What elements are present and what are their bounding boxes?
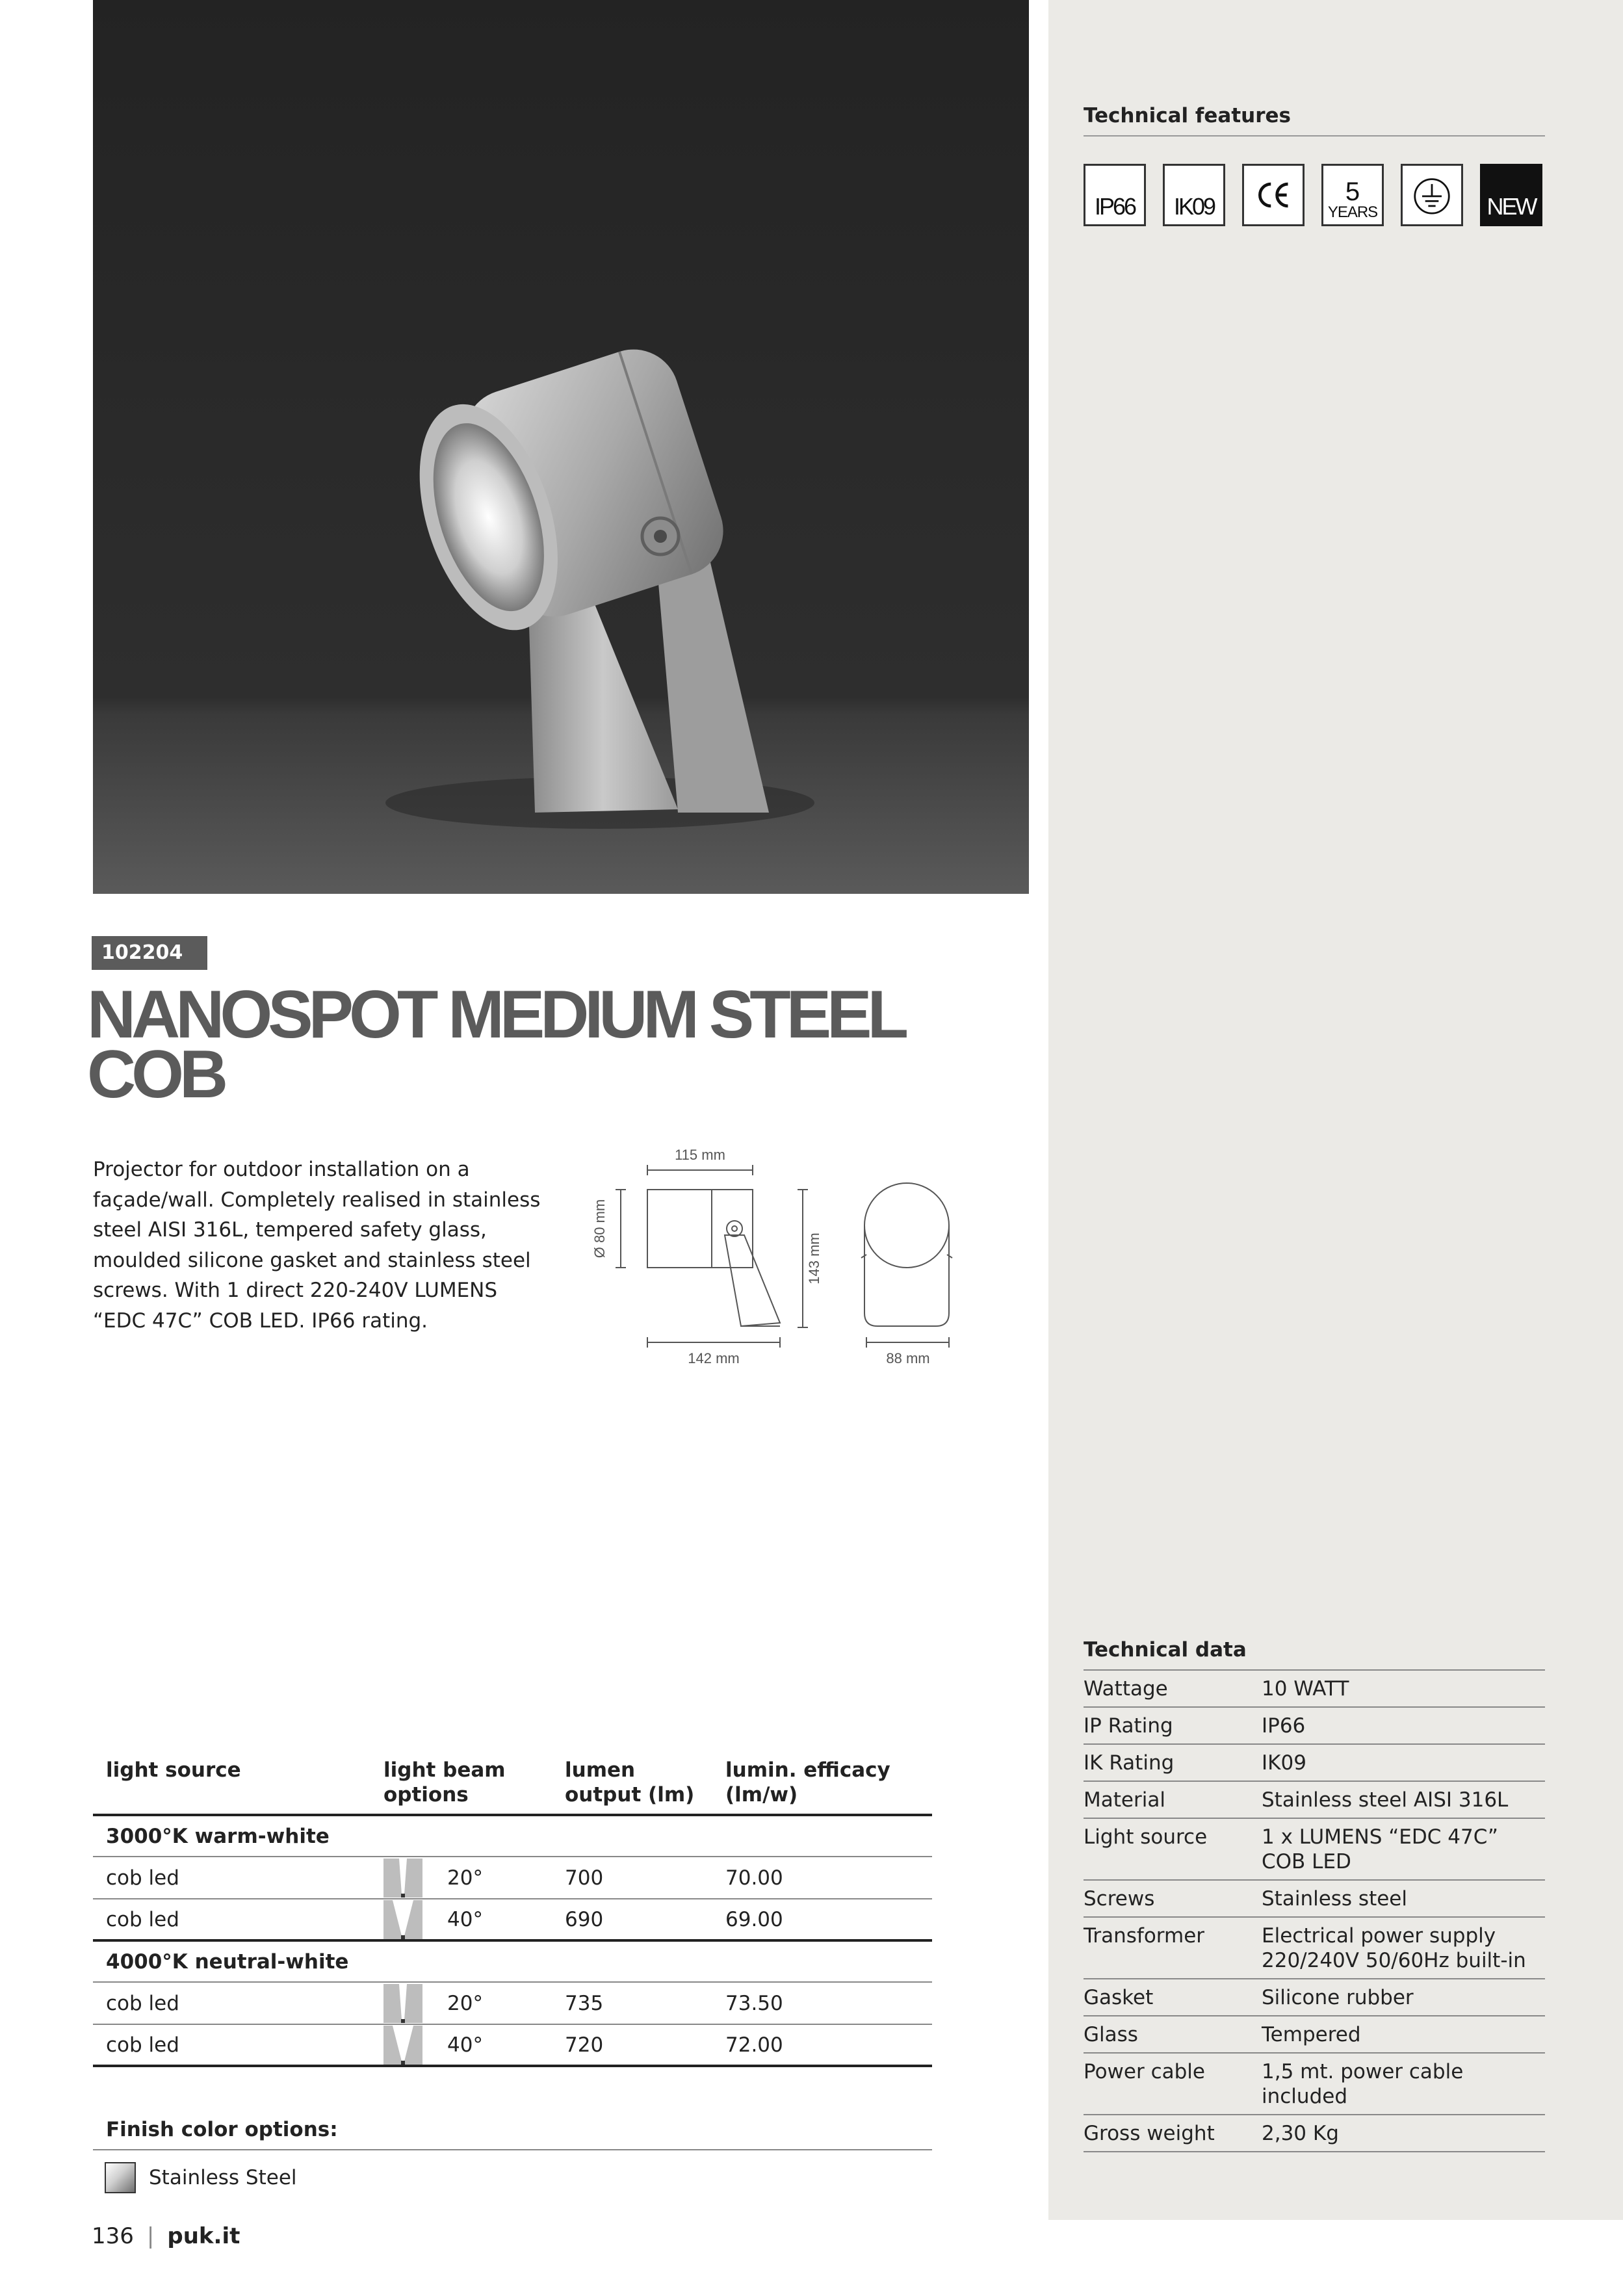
table-row: cob led 20° 700 70.00 [93,1857,932,1899]
table-row: IP Rating IP66 [1084,1708,1545,1745]
product-title-line1: NANOSPOT MEDIUM STEEL [87,977,905,1052]
dim-side-width: 88 mm [886,1350,930,1366]
ip66-icon: IP66 [1084,164,1146,226]
group-warm-white: 3000°K warm-white [93,1816,932,1857]
light-source-table [93,1755,932,2067]
dimension-drawing [585,1144,962,1385]
dim-width-top: 115 mm [675,1147,725,1163]
technical-data [1084,1638,1545,2152]
product-photo [93,0,1029,894]
product-title-line2: COB [87,1037,224,1112]
table-row: Wattage 10 WATT [1084,1671,1545,1708]
footer-separator: | [146,2223,155,2249]
table-row: cob led 20° 735 73.50 [93,1983,932,2025]
table-header: light source light beam options lumen output (lm) lumin. efficacy (lm/w) [93,1755,932,1816]
wide-beam-icon [383,1900,422,1939]
wide-beam-icon [383,2026,422,2065]
dim-diameter: Ø 80 mm [591,1199,608,1259]
narrow-beam-icon [383,1859,422,1898]
technical-data-title: Technical data [1084,1638,1545,1671]
table-row: cob led 40° 690 69.00 [93,1899,932,1942]
table-row: Material Stainless steel AISI 316L [1084,1782,1545,1819]
product-code-badge: 102204 [92,936,207,970]
narrow-beam-icon [383,1984,422,2023]
table-row: Power cable 1,5 mt. power cable included [1084,2054,1545,2115]
table-row: Gasket Silicone rubber [1084,1979,1545,2016]
table-row: Screws Stainless steel [1084,1881,1545,1918]
website-link[interactable]: puk.it [167,2223,240,2249]
finish-option-label: Stainless Steel [149,2166,297,2189]
ground-symbol-icon [1401,164,1463,226]
finish-title: Finish color options: [93,2118,932,2150]
table-row: IK Rating IK09 [1084,1745,1545,1782]
table-row: Light source 1 x LUMENS “EDC 47C” COB LED [1084,1819,1545,1881]
table-row: cob led 40° 720 72.00 [93,2025,932,2067]
dim-height: 143 mm [806,1233,822,1285]
new-badge-icon: NEW [1480,164,1542,226]
ik09-icon: IK09 [1163,164,1225,226]
table-row: Gross weight 2,30 Kg [1084,2115,1545,2152]
product-title [87,977,997,1112]
finish-color-options [93,2118,932,2193]
ce-mark-icon [1242,164,1305,226]
table-row: Glass Tempered [1084,2016,1545,2054]
technical-features [1084,104,1545,226]
technical-features-title: Technical features [1084,104,1545,137]
table-row: Transformer Electrical power supply 220/240V 50/60Hz built-in [1084,1918,1545,1979]
group-neutral-white: 4000°K neutral-white [93,1942,932,1983]
dim-depth: 142 mm [688,1350,740,1366]
finish-option-stainless-steel [93,2162,932,2193]
page-footer [92,2223,240,2249]
product-description: Projector for outdoor installation on a façade/wall. Completely realised in stainless steel AISI 316L, tempered safety glass, moulded silicone gasket and stainless steel screws. With 1 direct 220-240V LUMENS “EDC 47C” COB LED. IP66 rating. [93,1158,541,1333]
page-number: 136 [92,2223,134,2249]
stainless-steel-swatch-icon [105,2162,136,2193]
5-years-icon: 5 YEARS [1321,164,1384,226]
